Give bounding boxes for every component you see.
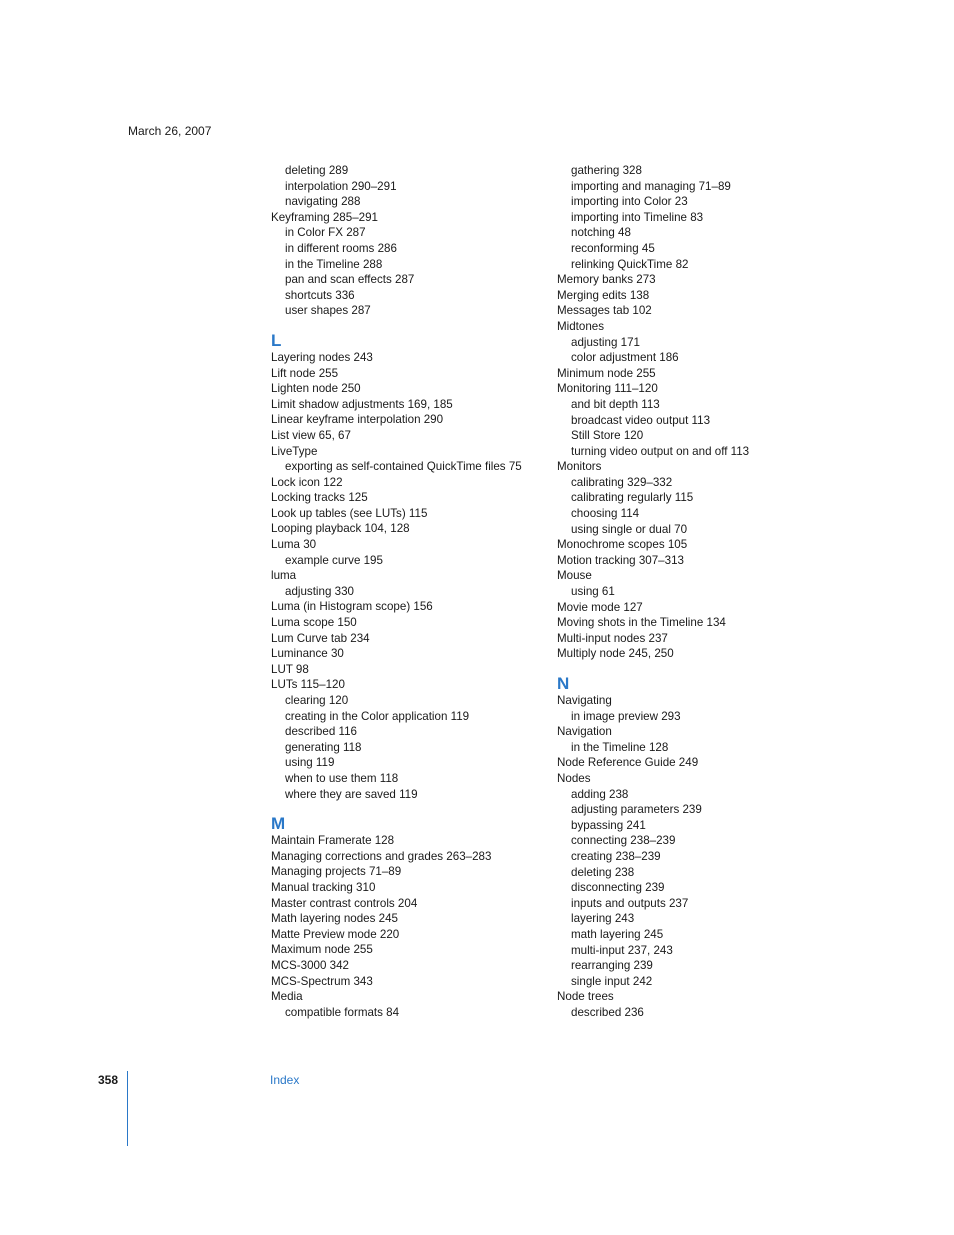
index-subentry: adjusting parameters 239 — [571, 803, 702, 817]
index-entry: Moving shots in the Timeline 134 — [557, 616, 726, 630]
index-entry: Linear keyframe interpolation 290 — [271, 413, 444, 427]
index-subentry: connecting 238–239 — [571, 834, 676, 848]
index-entry: Navigation — [557, 725, 612, 739]
index-subentry: clearing 120 — [285, 694, 349, 707]
index-entry: Motion tracking 307–313 — [557, 553, 684, 567]
index-entry: Locking tracks 125 — [271, 491, 368, 505]
index-entry: LUTs 115–120 — [271, 678, 345, 692]
index-entry: MCS-3000 342 — [271, 958, 349, 972]
index-entry: Memory banks 273 — [557, 273, 656, 287]
index-subentry: turning video output on and off 113 — [571, 444, 750, 458]
index-subentry: adjusting 171 — [571, 335, 640, 349]
index-entry: Merging edits 138 — [557, 288, 650, 302]
index-entry: Movie mode 127 — [557, 600, 643, 614]
index-subentry: broadcast video output 113 — [571, 413, 711, 427]
index-entry: Media — [271, 990, 303, 1004]
index-subentry: notching 48 — [571, 226, 631, 240]
index-subentry: disconnecting 239 — [571, 881, 665, 895]
index-entry: Minimum node 255 — [557, 366, 656, 380]
index-subentry: in Color FX 287 — [285, 226, 366, 240]
index-subentry: in the Timeline 288 — [285, 257, 383, 271]
index-entry: Midtones — [557, 319, 605, 333]
index-entry: MCS-Spectrum 343 — [271, 974, 373, 988]
index-entry: Math layering nodes 245 — [271, 912, 398, 926]
index-subentry: adding 238 — [571, 787, 629, 801]
index-entry: Node trees — [557, 990, 614, 1004]
index-subentry: calibrating 329–332 — [571, 475, 673, 489]
index-subentry: example curve 195 — [285, 553, 383, 567]
index-entry: Lock icon 122 — [271, 475, 343, 489]
index-entry: Monitoring 111–120 — [557, 382, 658, 396]
index-subentry: inputs and outputs 237 — [571, 896, 689, 910]
index-letter-heading: L — [271, 330, 282, 350]
index-entry: Messages tab 102 — [557, 304, 652, 318]
index-entry: Luma 30 — [271, 538, 317, 552]
index-entry: Monochrome scopes 105 — [557, 538, 688, 552]
footer-divider — [127, 1071, 128, 1146]
index-letter-heading: M — [271, 814, 286, 834]
index-subentry: using single or dual 70 — [571, 522, 688, 536]
index-entry: Lighten node 250 — [271, 382, 361, 396]
index-subentry: math layering 245 — [571, 927, 664, 941]
index-entry: Luminance 30 — [271, 647, 344, 661]
index-entry: Lum Curve tab 234 — [271, 631, 370, 645]
index-subentry: deleting 289 — [285, 164, 349, 177]
index-entry: Luma (in Histogram scope) 156 — [271, 600, 433, 614]
index-subentry: exporting as self-contained QuickTime files 75 — [285, 460, 522, 474]
index-subentry: reconforming 45 — [571, 241, 655, 255]
index-subentry: generating 118 — [285, 740, 362, 754]
index-subentry: bypassing 241 — [571, 818, 646, 832]
index-subentry: single input 242 — [571, 974, 653, 988]
index-subentry: in different rooms 286 — [285, 241, 397, 255]
index-subentry: multi-input 237, 243 — [571, 943, 673, 957]
index-entry: LiveType — [271, 444, 318, 458]
index-entry: Monitors — [557, 460, 602, 474]
index-entry: Keyframing 285–291 — [271, 210, 378, 224]
index-entry: Navigating — [557, 694, 612, 707]
index-entry: Node Reference Guide 249 — [557, 756, 699, 770]
index-entry: Look up tables (see LUTs) 115 — [271, 506, 428, 520]
index-entry: Manual tracking 310 — [271, 880, 376, 894]
index-subentry: importing into Timeline 83 — [571, 210, 704, 224]
index-letter-heading: N — [557, 674, 570, 693]
header-date: March 26, 2007 — [128, 124, 212, 138]
index-entry: Maintain Framerate 128 — [271, 834, 395, 848]
section-link[interactable]: Index — [270, 1073, 300, 1087]
index-subentry: importing into Color 23 — [571, 195, 688, 209]
index-entry: Master contrast controls 204 — [271, 896, 418, 910]
index-subentry: calibrating regularly 115 — [571, 491, 694, 505]
index-subentry: choosing 114 — [571, 507, 640, 521]
index-subentry: compatible formats 84 — [285, 1005, 400, 1019]
index-subentry: using 61 — [571, 585, 615, 599]
index-entry: Managing projects 71–89 — [271, 865, 402, 879]
index-subentry: relinking QuickTime 82 — [571, 257, 689, 271]
index-subentry: rearranging 239 — [571, 959, 653, 973]
index-entry: Managing corrections and grades 263–283 — [271, 849, 492, 863]
index-subentry: color adjustment 186 — [571, 351, 679, 365]
index-subentry: layering 243 — [571, 912, 635, 926]
index-entry: Multiply node 245, 250 — [557, 647, 674, 661]
index-subentry: shortcuts 336 — [285, 288, 355, 302]
index-subentry: described 116 — [285, 725, 357, 739]
index-subentry: in the Timeline 128 — [571, 740, 669, 754]
index-subentry: user shapes 287 — [285, 304, 371, 318]
index-column-left — [271, 163, 561, 1020]
index-subentry: when to use them 118 — [285, 771, 399, 785]
index-entry: Limit shadow adjustments 169, 185 — [271, 397, 453, 411]
index-subentry: navigating 288 — [285, 195, 361, 209]
index-subentry: adjusting 330 — [285, 584, 354, 598]
index-entry: Lift node 255 — [271, 366, 339, 380]
index-entry: Maximum node 255 — [271, 943, 373, 957]
index-subentry: where they are saved 119 — [285, 787, 418, 801]
index-entry: Multi-input nodes 237 — [557, 631, 668, 645]
index-entry: Luma scope 150 — [271, 616, 357, 630]
index-subentry: pan and scan effects 287 — [285, 273, 415, 287]
index-subentry: importing and managing 71–89 — [571, 179, 731, 193]
index-column-right — [557, 163, 847, 1020]
index-subentry: described 236 — [571, 1005, 644, 1019]
index-subentry: creating in the Color application 119 — [285, 709, 470, 723]
index-subentry: using 119 — [285, 756, 335, 770]
index-subentry: and bit depth 113 — [571, 397, 660, 411]
index-entry: luma — [271, 569, 297, 583]
index-entry: Matte Preview mode 220 — [271, 927, 400, 941]
index-entry: Layering nodes 243 — [271, 350, 373, 364]
index-entry: LUT 98 — [271, 662, 309, 676]
index-entry: List view 65, 67 — [271, 428, 351, 442]
index-entry: Looping playback 104, 128 — [271, 522, 410, 536]
index-entry: Mouse — [557, 569, 592, 583]
index-subentry: creating 238–239 — [571, 849, 661, 863]
index-subentry: gathering 328 — [571, 164, 642, 177]
index-entry: Nodes — [557, 771, 591, 785]
index-subentry: deleting 238 — [571, 865, 635, 879]
index-subentry: interpolation 290–291 — [285, 179, 397, 193]
index-subentry: Still Store 120 — [571, 429, 644, 443]
page-number: 358 — [98, 1073, 119, 1087]
index-subentry: in image preview 293 — [571, 709, 681, 723]
